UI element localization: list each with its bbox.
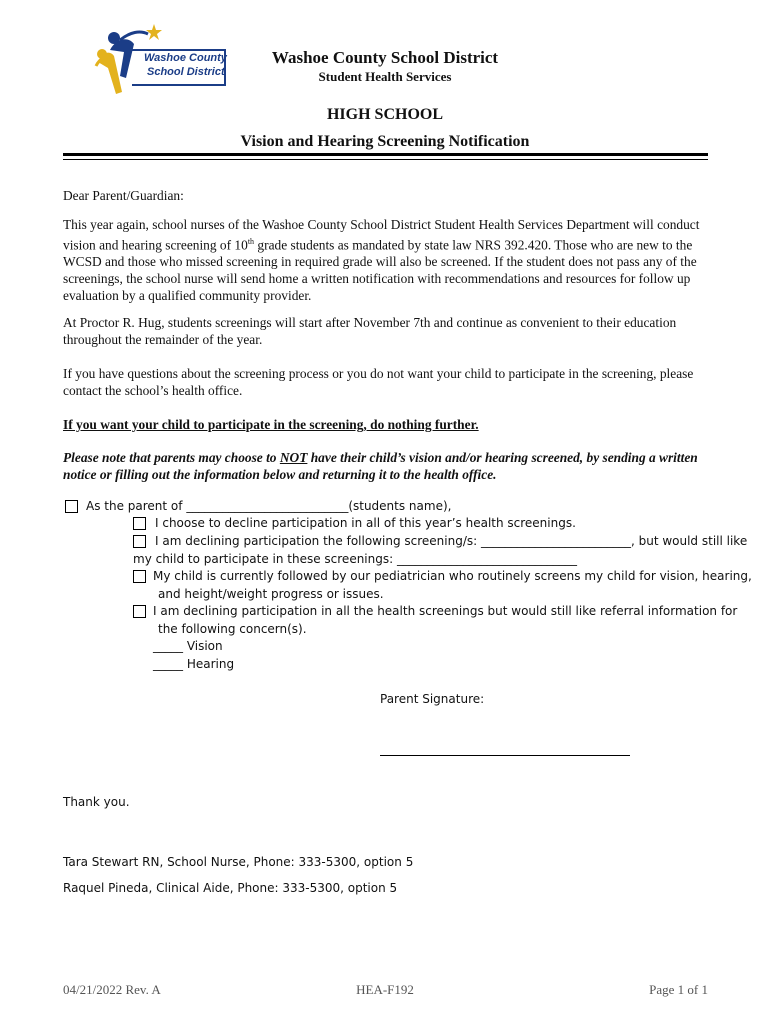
decline-all-checkbox[interactable] [133,517,146,530]
decline-some-label-cont: my child to participate in these screenings: ______________________________ [133,552,577,566]
salutation: Dear Parent/Guardian: [63,188,184,203]
pediatrician-label: My child is currently followed by our pediatrician who routinely screens my child for vision, hearing, [153,569,752,583]
participation-instruction: If you want your child to participate in the screening, do nothing further. [63,417,479,432]
footer-page-number: Page 1 of 1 [649,982,708,997]
contact-aide: Raquel Pineda, Clinical Aide, Phone: 333-5300, option 5 [63,881,398,895]
paragraph-questions: If you have questions about the screening process or you do not want your child to participate in the screening, please contact the school’s health office. [63,366,694,398]
school-level: HIGH SCHOOL [326,106,444,123]
signature-label: Parent Signature: [380,692,485,706]
thank-you: Thank you. [63,795,130,809]
parent-line: As the parent of ___________________________(students name), [86,499,452,513]
footer-date: 04/21/2022 Rev. A [63,982,161,997]
paragraph-screening-info: This year again, school nurses of the Washoe County School District Student Health Services Department will conduct vision and hearing screening of 10th grade students as mandated by state law NRS 392.420. Those who are new to the WCSD and those who missed screening in required grade will also be screened. If the student does not pass any of the screenings, the school nurse will send home a written notification with recommendations and resources for follow up evaluation by a qualified community provider. [63,217,700,304]
referral-checkbox[interactable] [133,605,146,618]
paragraph-schedule: At Proctor R. Hug, students screenings will start after November 7th and continue as convenient to their education throughout the remainder of the year. [63,315,677,347]
department-name: Student Health Services [318,69,452,84]
pediatrician-label-cont: and height/weight progress or issues. [158,587,384,601]
form-title: Vision and Hearing Screening Notification [240,133,530,150]
referral-label: I am declining participation in all the health screenings but would still like referral information for [153,604,738,618]
hearing-concern: _____ Hearing [153,657,235,671]
opt-out-note: Please note that parents may choose to NOT have their child’s vision and/or hearing screened, by sending a written notice or filling out the information below and returning it to the health office. [63,450,698,482]
decline-all-label: I choose to decline participation in all of this year’s health screenings. [155,516,576,530]
referral-label-cont: the following concern(s). [158,622,307,636]
footer-form-code: HEA-F192 [356,982,414,997]
decline-some-checkbox[interactable] [133,535,146,548]
header-rule-thin [63,159,708,160]
parent-checkbox[interactable] [65,500,78,513]
district-name: Washoe County School District [271,48,499,67]
signature-line[interactable] [380,754,630,756]
contact-nurse: Tara Stewart RN, School Nurse, Phone: 333-5300, option 5 [63,855,414,869]
vision-concern: _____ Vision [153,639,223,653]
decline-some-label: I am declining participation the following screening/s: _________________________, but would still like [155,534,748,548]
logo-text-line2: School District [147,66,225,78]
header-rule-thick [63,153,708,156]
pediatrician-checkbox[interactable] [133,570,146,583]
logo-text-line1: Washoe County [144,52,227,64]
